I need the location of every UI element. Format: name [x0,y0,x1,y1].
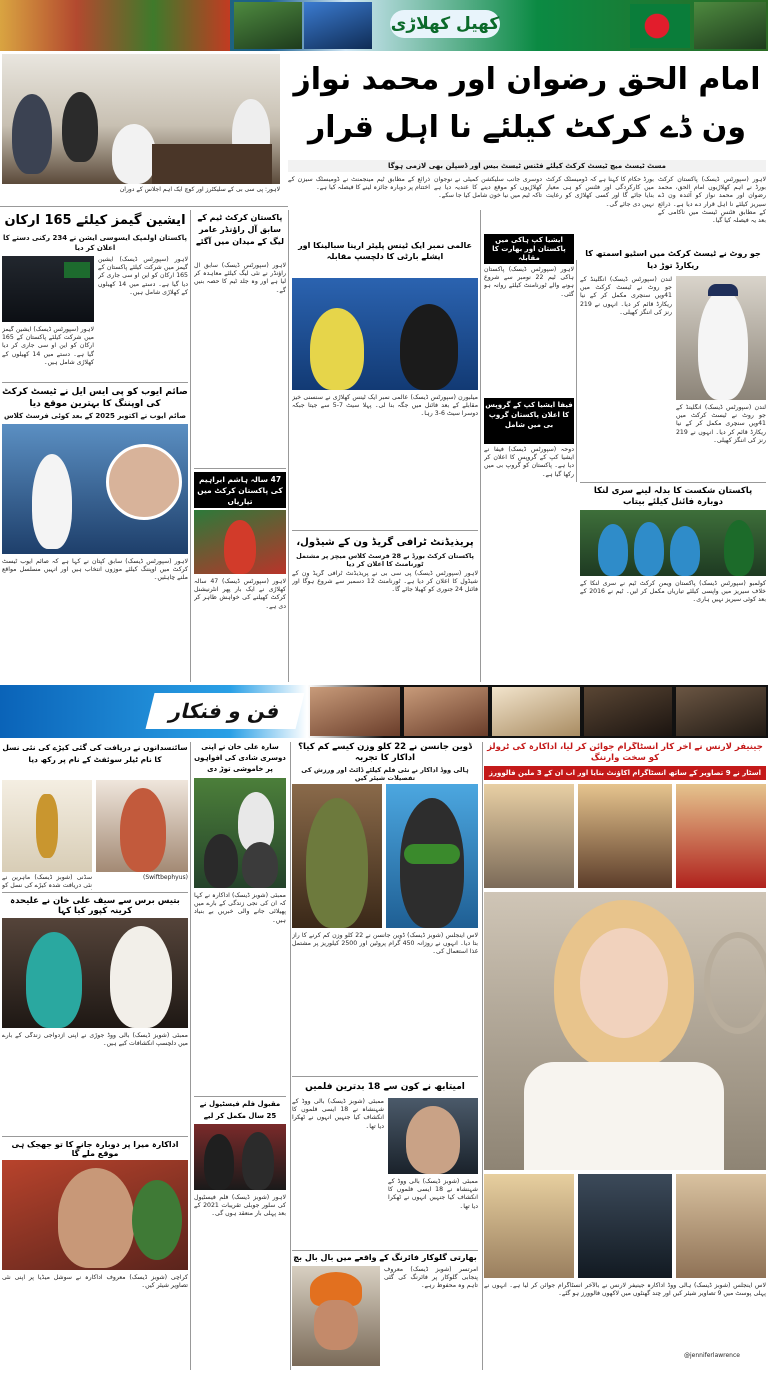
divider [580,482,766,483]
saim-ayub-body: لاہور (سپورٹس ڈیسک) سابق کپتان نے کہا ہے کہ صائم ایوب ٹیسٹ کرکٹ میں اوپننگ کیلئے موزوں انتخاب ہیں اور انہیں مسلسل مواقع ملنے چاہئیں۔ [2,558,188,582]
women-cricket-body: کولمبو (سپورٹس ڈیسک) پاکستان ویمن کرکٹ ٹیم نے سری لنکا کے خلاف سیریز میں واپسی کیلئے تیاریاں مکمل کر لیں۔ ٹیم نے 2016 کے بعد کوئی سیریز نہیں ہاری۔ [580,580,766,604]
lead-strap: مسٹ ٹیسٹ میچ ٹیسٹ کرکٹ کیلئے فٹنس ٹیسٹ بیس اور ڈسپلن بھی لازمی ہوگا [288,160,766,172]
col-divider [290,742,291,1370]
asian-games-body: لاہور (سپورٹس ڈیسک) ایشین گیمز میں شرکت کیلئے پاکستان کے 165 ارکان کو این او سی جاری کر دیا گیا ہے۔ دستے میں 14 کھیلوں کے کھلاڑی شامل ہیں۔ [98,256,188,296]
banner-celebrity-photo-2 [404,687,488,736]
banner-player-photo-3 [694,2,766,49]
singer-photo [292,1266,380,1366]
asian-games-strap: پاکستان اولمپک ایسوسی ایشن نے 234 رکنی دستے کا اعلان کر دیا [2,234,187,252]
banner-players-photo [0,0,230,51]
divider [194,1096,286,1097]
ex-captain-headline: پاکستان کرکٹ ٹیم کے سابق آل راؤنڈر عامر لیگ کے میدان میں آگئے [195,213,285,246]
scientist-body: سڈنی (شوبز ڈیسک) ماہرین نے نئی دریافت شدہ کیڑے کی نسل کو [2,874,92,890]
jennifer-photo-6 [676,1174,766,1278]
president-trophy-strap: پاکستان کرکٹ بورڈ نے 28 فرسٹ کلاس میچز پر مشتمل ٹورنامنٹ کا اعلان کر دیا [296,552,474,568]
kareena-photo [2,918,188,1028]
president-trophy-body: لاہور (سپورٹس ڈیسک) پی سی بی نے پریذیڈنٹ ٹرافی گریڈ ون کے شیڈول کا اعلان کر دیا ہے۔ ٹورنامنٹ 12 دسمبر سے شروع ہوگا اور فائنل 24 جنوری کو کھیلا جائے گا۔ [292,570,478,594]
jennifer-photo-3 [676,784,766,888]
actress-post-body: کراچی (شوبز ڈیسک) معروف اداکارہ نے سوشل میڈیا پر اپنی نئی تصاویر شیئر کیں۔ [2,1274,188,1290]
divider [2,892,188,893]
amitabh-body: ممبئی (شوبز ڈیسک) بالی ووڈ کے شہنشاہ نے 18 ایسی فلموں کا انکشاف کیا جنہیں انہوں نے ٹھکرا دیا تھا۔ [292,1098,384,1130]
banner-player-photo-1 [234,2,302,49]
banner-player-photo-2 [304,2,372,49]
asian-games-body-cont: لاہور (سپورٹس ڈیسک) ایشین گیمز میں شرکت کیلئے پاکستان کے 165 ارکان کو این او سی جاری کر دیا گیا ہے۔ دستے میں 14 کھیلوں کے کھلاڑی شامل ہیں۔ [2,326,94,366]
jennifer-body: لاس اینجلس (شوبز ڈیسک) ہالی ووڈ اداکارہ جینیفر لارنس نے بالآخر انسٹاگرام جوائن کر لیا ہے۔ انہوں نے پہلی پوسٹ میں 9 تصاویر شیئر کیں اور چند گھنٹوں میں لاکھوں فالوورز ہو گئے۔ [484,1282,766,1298]
joe-root-photo [676,276,766,400]
lead-body-col-1: لاہور (سپورٹس ڈیسک) پاکستان کرکٹ بورڈ نے اہم کھلاڑیوں امام الحق، محمد رضوان اور محمد نواز کو آئندہ ون ڈے سیریز کیلئے نا اہل قرار دے دیا ہے۔ ذرائع کے مطابق فٹنس ٹیسٹ میں ناکامی کے بعد یہ فیصلہ کیا گیا۔ [658,176,766,225]
fifa-headline: فیفا ایشیا کپ کے گروپس کا اعلان پاکستان گروپ بی میں شامل [484,398,574,444]
tennis-photo [292,278,478,390]
showbiz-banner [0,685,768,738]
saara-body: ممبئی (شوبز ڈیسک) اداکارہ نے کہا کہ ان کی نجی زندگی کے بارے میں پھیلائی جانے والی خبریں بے بنیاد ہیں۔ [194,892,286,924]
lead-body-col-3: دوسری جانب سلیکشن کمیٹی نے نوجوان کھلاڑیوں کو موقع دینے کا عندیہ دیا ہے تاکہ ٹیم میں نیا خون شامل کیا جا سکے۔ [434,176,542,200]
divider [194,468,286,469]
jennifer-photo-2 [578,784,672,888]
scientist-insect-photo [2,780,92,872]
col-divider [190,210,191,682]
actress-post-photo [2,1160,188,1270]
kareena-headline: بتیس برس سے سیف علی خان نے علیحدہ کرینہ کپور کیا کہا [10,896,180,916]
women-cricket-photo [580,510,766,576]
dwayne-headline: ڈوین جانسن نے 22 کلو وزن کیسے کم کیا؟ اداکار کا تجربہ [298,742,472,763]
scientist-headline: سائنسدانوں نے دریافت کی گئی کیڑے کی نئی نسل کا نام ٹیلر سوئفٹ کے نام پر رکھ دیا [2,743,188,764]
lead-photo [2,54,280,184]
banner-celebrity-photo-5 [676,687,766,736]
col-divider [288,210,289,682]
hockey-body: لاہور (سپورٹس ڈیسک) پاکستان ہاکی ٹیم 22 نومبر سے شروع ہونے والے ٹورنامنٹ کیلئے روانہ ہو گئی۔ [484,266,574,298]
lead-divider [0,206,288,207]
film-festival-headline: مقبول فلم فیسٹیول نے 25 سال مکمل کر لیے [199,1100,281,1120]
scientist-singer-photo [96,780,188,872]
col-divider [482,742,483,1370]
lead-body-col-4: ذرائع کے مطابق ٹیم مینجمنٹ نے ڈومیسٹک سیزن کے اختتام پر دوبارہ جائزہ لینے کا فیصلہ کیا ہے۔ [288,176,430,192]
divider [2,382,188,383]
fifa-body: دوحہ (سپورٹس ڈیسک) فیفا نے ایشیا کپ کے گروپس کا اعلان کر دیا ہے۔ پاکستان کو گروپ بی میں رکھا گیا ہے۔ [484,446,574,478]
actress-post-headline: اداکارہ میرا پر دوبارہ جانے کا تو جھجک ہی موقع ملے گا [11,1140,179,1158]
sports-banner [0,0,768,51]
col-divider [480,210,481,682]
saim-ayub-photo [2,424,188,554]
divider [2,1136,188,1137]
hockey-headline: ایشیا کپ ہاکی میں پاکستان اور بھارت کا مقابلہ [484,234,574,264]
jennifer-strap: اسٹار نے 9 تصاویر کے ساتھ انسٹاگرام اکاؤنٹ بنایا اور اب ان کے 3 ملین فالوورز [484,766,766,780]
banner-bangladesh-flag [630,4,690,48]
asian-games-photo [2,256,94,322]
amitabh-body-cont: ممبئی (شوبز ڈیسک) بالی ووڈ کے شہنشاہ نے 18 ایسی فلموں کا انکشاف کیا جنہیں انہوں نے ٹھکرا دیا تھا۔ [388,1178,478,1210]
tennis-body: میلبورن (سپورٹس ڈیسک) عالمی نمبر ایک ٹینس کھلاڑی نے سنسنی خیز مقابلے کے بعد فائنل میں جگہ بنا لی۔ پہلا سیٹ 7-5 سے جیتا جبکہ دوسرا سیٹ 6-3 رہا۔ [292,394,478,418]
col-divider [576,260,577,482]
veteran-photo [194,510,286,574]
jennifer-photo-5 [578,1174,672,1278]
singer-headline: بھارتی گلوکار فائرنگ کے واقعے میں بال بال بچ [293,1253,477,1262]
veteran-headline: 47 سالہ ہاشم ابراہیم کی پاکستان کرکٹ میں تیاریاں [194,472,286,508]
jennifer-headline: جینیفر لارنس نے آخر کار انسٹاگرام جوائن کر لیا، اداکارہ کی ٹرولز کو سخت وارننگ [487,742,763,763]
banner-celebrity-photo-3 [492,687,580,736]
dwayne-photo-2 [386,784,478,928]
president-trophy-headline: پریذیڈنٹ ٹرافی گریڈ ون کے شیڈول، [296,537,474,548]
amitabh-photo [388,1098,478,1174]
veteran-body: لاہور (سپورٹس ڈیسک) 47 سالہ کھلاڑی نے ایک بار پھر انٹرنیشنل کرکٹ کھیلنے کی خواہش ظاہر کر دی ہے۔ [194,578,286,610]
dwayne-photo-1 [292,784,382,928]
asian-games-headline: ایشین گیمز کیلئے 165 ارکان [4,213,186,228]
jennifer-photo-4 [484,1174,574,1278]
col-divider [190,742,191,1370]
dwayne-body: لاس اینجلس (شوبز ڈیسک) ڈوین جانسن نے 22 کلو وزن کم کرنے کا راز بتا دیا۔ انہوں نے روزانہ 450 گرام پروٹین اور 2500 کیلوریز پر مشتمل غذا استعمال کی۔ [292,932,478,956]
joe-root-body-cont: لندن (سپورٹس ڈیسک) انگلینڈ کے جو روٹ نے ٹیسٹ کرکٹ میں 41ویں سنچری مکمل کر کے نیا ریکارڈ قائم کر دیا۔ انہوں نے 219 رنز کی اننگز کھیلی۔ [676,404,766,444]
women-cricket-headline: پاکستان شکست کا بدلہ لینے سری لنکا دوبارہ فائنل کیلئے بیتاب [593,486,753,507]
divider [292,1250,478,1251]
jennifer-photo-1 [484,784,574,888]
film-festival-body: لاہور (شوبز ڈیسک) فلم فیسٹیول کی سلور جوبلی تقریبات 2021 کے بعد پہلی بار منعقد ہوں گی۔ [194,1194,286,1218]
divider [292,1076,478,1077]
amitabh-headline: امیتابھ نے کون سے 18 بدترین فلمیں [305,1082,465,1092]
jennifer-handle: @jenniferlawrence [684,1352,740,1359]
joe-root-headline: جو روٹ نے ٹیسٹ کرکٹ میں اسٹیو اسمتھ کا ریکارڈ توڑ دیا [585,249,761,270]
showbiz-section-title: فن و فنکار [146,693,305,729]
ex-captain-body: لاہور (سپورٹس ڈیسک) سابق آل راؤنڈر نے نئی لیگ کیلئے معاہدہ کر لیا ہے اور وہ جلد ٹیم کا حصہ بنیں گے۔ [194,262,286,294]
banner-celebrity-photo-1 [310,687,400,736]
lead-headline: امام الحق رضوان اور محمد نواز ون ڈے کرکٹ کیلئے نا اہل قرار [293,62,761,145]
lead-body-col-2: بورڈ حکام کا کہنا ہے کہ ڈومیسٹک کرکٹ میں کارکردگی اور فٹنس کو ہی معیار بنایا جائے گا اور کسی کھلاڑی کو رعایت نہیں دی جائے گی۔ [546,176,654,208]
saara-headline: سارہ علی خان نے اپنی دوسری شادی کی افواہوں پر خاموشی توڑ دی [194,743,286,773]
divider [292,530,478,531]
singer-body: امرتسر (شوبز ڈیسک) معروف پنجابی گلوکار پر فائرنگ کی گئی تاہم وہ محفوظ رہے۔ [384,1266,478,1290]
jennifer-main-photo [484,892,766,1170]
film-festival-photo [194,1124,286,1190]
lead-photo-caption: لاہور: پی سی بی کے سلیکٹرز اور کوچ ایک اہم اجلاس کے دوران [119,186,280,193]
saim-ayub-headline: صائم ایوب کو پی ایس ایل نے ٹیسٹ کرکٹ کی اوپننگ کا بہترین موقع دیا [2,387,188,409]
tennis-headline: عالمی نمبر ایک ٹینس پلیئر ارینا سبالینکا اور ایشلے بارٹی کا دلچسپ مقابلہ [298,241,472,261]
dwayne-strap: ہالی ووڈ اداکار نے نئی فلم کیلئے ڈائٹ اور ورزش کی تفصیلات شیئر کیں [301,766,469,782]
saara-photo [194,778,286,888]
saim-ayub-strap: صائم ایوب نے اکتوبر 2025 کے بعد کوئی فرسٹ کلاس [3,412,187,420]
banner-celebrity-photo-4 [584,687,672,736]
kareena-body: ممبئی (شوبز ڈیسک) بالی ووڈ جوڑی نے اپنی ازدواجی زندگی کے بارے میں دلچسپ انکشافات کیے ہیں۔ [2,1032,188,1048]
sports-section-title: کھیل کھلاڑی [390,10,500,38]
scientist-latin-name: (Swiftbephyus) [142,874,188,881]
joe-root-body: لندن (سپورٹس ڈیسک) انگلینڈ کے جو روٹ نے ٹیسٹ کرکٹ میں 41ویں سنچری مکمل کر کے نیا ریکارڈ قائم کر دیا۔ انہوں نے 219 رنز کی اننگز کھیلی۔ [580,276,672,316]
